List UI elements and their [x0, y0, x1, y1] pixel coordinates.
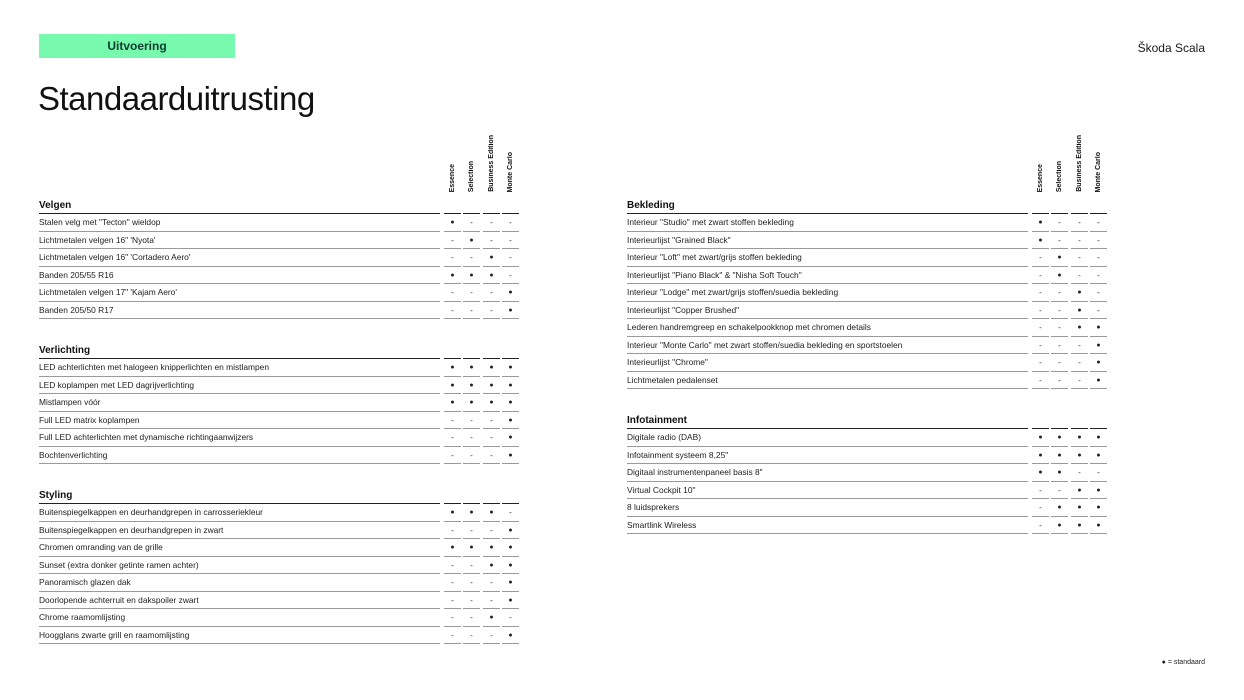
not-available-dash	[462, 627, 481, 644]
standard-dot-icon	[501, 429, 520, 446]
standard-dot-icon	[443, 214, 462, 231]
standard-dot-icon	[501, 359, 520, 376]
table-row	[39, 539, 519, 557]
not-available-dash	[462, 574, 481, 591]
row-label: Digitaal instrumentenpaneel basis 8"	[627, 467, 763, 477]
not-available-dash	[482, 522, 501, 539]
not-available-dash	[443, 592, 462, 609]
not-available-dash	[462, 412, 481, 429]
section-title: Velgen	[39, 200, 72, 211]
standard-dot-icon	[501, 539, 520, 556]
not-available-dash	[1070, 214, 1089, 231]
standard-dot-icon	[482, 359, 501, 376]
table-row	[627, 429, 1107, 447]
not-available-dash	[443, 284, 462, 301]
not-available-dash	[501, 267, 520, 284]
column-header-label: Monte Carlo	[1095, 151, 1102, 192]
spec-section	[39, 337, 519, 464]
not-available-dash	[1031, 319, 1050, 336]
row-label: Chromen omranding van de grille	[39, 542, 163, 552]
column-header-label: Essence	[1037, 163, 1044, 192]
standard-dot-icon	[501, 394, 520, 411]
standard-dot-icon	[443, 504, 462, 521]
standard-dot-icon	[462, 267, 481, 284]
not-available-dash	[443, 609, 462, 626]
standard-dot-icon	[1089, 429, 1108, 446]
not-available-dash	[443, 522, 462, 539]
brand-name: Škoda Scala	[1137, 41, 1205, 55]
standard-dot-icon	[1070, 302, 1089, 319]
row-label: Mistlampen vóór	[39, 397, 101, 407]
left-spec-table	[39, 130, 519, 644]
spec-section	[627, 407, 1107, 534]
table-row	[627, 337, 1107, 355]
table-row	[627, 447, 1107, 465]
row-label: Panoramisch glazen dak	[39, 577, 131, 587]
table-row	[39, 214, 519, 232]
row-rule	[463, 318, 480, 319]
table-row	[39, 574, 519, 592]
table-row	[39, 504, 519, 522]
legend: ● = standaard	[1161, 659, 1205, 666]
row-label: Sunset (extra donker getinte ramen achter)	[39, 559, 199, 570]
row-label: Banden 205/50 R17	[39, 304, 114, 315]
not-available-dash	[1089, 214, 1108, 231]
row-label: Chrome raamomlijsting	[39, 612, 126, 622]
not-available-dash	[482, 592, 501, 609]
column-header-label: Business Edition	[488, 135, 495, 192]
row-label: Smartlink Wireless	[627, 519, 697, 530]
table-row	[627, 284, 1107, 302]
table-row	[627, 372, 1107, 390]
table-row	[39, 557, 519, 575]
not-available-dash	[443, 627, 462, 644]
standard-dot-icon	[1089, 517, 1108, 534]
row-rule	[39, 643, 440, 644]
not-available-dash	[1031, 337, 1050, 354]
row-label: Banden 205/55 R16	[39, 269, 114, 280]
column-header	[1050, 130, 1069, 192]
row-rule	[1051, 533, 1068, 534]
standard-dot-icon	[462, 232, 481, 249]
table-row	[627, 499, 1107, 517]
not-available-dash	[1070, 464, 1089, 481]
not-available-dash	[1031, 249, 1050, 266]
not-available-dash	[1031, 354, 1050, 371]
row-rule	[39, 318, 440, 319]
not-available-dash	[1070, 267, 1089, 284]
row-label: Interieurlijst "Grained Black"	[627, 234, 731, 245]
table-row	[627, 214, 1107, 232]
not-available-dash	[1050, 232, 1069, 249]
table-row	[39, 249, 519, 267]
standard-dot-icon	[1031, 232, 1050, 249]
table-row	[39, 394, 519, 412]
not-available-dash	[1031, 517, 1050, 534]
not-available-dash	[482, 574, 501, 591]
not-available-dash	[1050, 302, 1069, 319]
column-headers	[39, 130, 519, 192]
standard-dot-icon	[1050, 429, 1069, 446]
not-available-dash	[482, 284, 501, 301]
row-label: Interieurlijst "Piano Black" & "Nisha Soft Touch"	[627, 269, 802, 280]
row-label: Interieur "Studio" met zwart stoffen bekleding	[627, 217, 794, 227]
row-rule	[483, 643, 500, 644]
row-rule	[1071, 533, 1088, 534]
standard-dot-icon	[1089, 319, 1108, 336]
standard-dot-icon	[501, 284, 520, 301]
column-header-label: Selection	[1056, 160, 1063, 192]
not-available-dash	[482, 232, 501, 249]
standard-dot-icon	[462, 394, 481, 411]
standard-dot-icon	[482, 557, 501, 574]
standard-dot-icon	[1089, 482, 1108, 499]
not-available-dash	[1089, 232, 1108, 249]
not-available-dash	[462, 447, 481, 464]
not-available-dash	[1089, 267, 1108, 284]
not-available-dash	[1050, 214, 1069, 231]
table-row	[627, 249, 1107, 267]
table-row	[627, 319, 1107, 337]
row-label: Doorlopende achterruit en dakspoiler zwart	[39, 594, 199, 605]
not-available-dash	[1031, 372, 1050, 389]
row-label: 8 luidsprekers	[627, 502, 680, 512]
not-available-dash	[501, 504, 520, 521]
row-label: Interieur "Monte Carlo" met zwart stoffen/suedia bekleding en sportstoelen	[627, 339, 903, 350]
not-available-dash	[443, 429, 462, 446]
not-available-dash	[1050, 482, 1069, 499]
not-available-dash	[1089, 284, 1108, 301]
standard-dot-icon	[1070, 429, 1089, 446]
standard-dot-icon	[1070, 517, 1089, 534]
table-row	[39, 412, 519, 430]
not-available-dash	[1050, 337, 1069, 354]
standard-dot-icon	[1031, 214, 1050, 231]
standard-dot-icon	[501, 574, 520, 591]
table-row	[39, 232, 519, 250]
standard-dot-icon	[501, 592, 520, 609]
not-available-dash	[1050, 372, 1069, 389]
not-available-dash	[482, 412, 501, 429]
section-header	[627, 407, 1107, 429]
standard-dot-icon	[443, 539, 462, 556]
standard-dot-icon	[482, 267, 501, 284]
row-label: Lichtmetalen velgen 17" 'Kajam Aero'	[39, 287, 177, 297]
standard-dot-icon	[1050, 499, 1069, 516]
standard-dot-icon	[1031, 464, 1050, 481]
not-available-dash	[443, 447, 462, 464]
table-row	[627, 482, 1107, 500]
standard-dot-icon	[462, 539, 481, 556]
not-available-dash	[482, 447, 501, 464]
row-rule	[483, 318, 500, 319]
standard-dot-icon	[462, 377, 481, 394]
table-row	[39, 302, 519, 320]
standard-dot-icon	[1050, 517, 1069, 534]
not-available-dash	[1089, 249, 1108, 266]
row-label: Interieur "Lodge" met zwart/grijs stoffen/suedia bekleding	[627, 287, 839, 297]
row-label: Lichtmetalen velgen 16" 'Nyota'	[39, 234, 156, 245]
row-rule	[627, 388, 1028, 389]
not-available-dash	[1070, 372, 1089, 389]
section-title: Bekleding	[627, 200, 675, 211]
standard-dot-icon	[482, 394, 501, 411]
standard-dot-icon	[1070, 499, 1089, 516]
standard-dot-icon	[1050, 464, 1069, 481]
standard-dot-icon	[501, 377, 520, 394]
table-row	[627, 354, 1107, 372]
standard-dot-icon	[501, 302, 520, 319]
not-available-dash	[1089, 464, 1108, 481]
row-rule	[463, 463, 480, 464]
standard-dot-icon	[462, 504, 481, 521]
not-available-dash	[1031, 284, 1050, 301]
row-rule	[1071, 388, 1088, 389]
table-row	[39, 609, 519, 627]
column-header	[443, 130, 462, 192]
standard-dot-icon	[482, 539, 501, 556]
row-rule	[444, 463, 461, 464]
standard-dot-icon	[443, 394, 462, 411]
standard-dot-icon	[482, 504, 501, 521]
row-label: Lichtmetalen velgen 16" 'Cortadero Aero'	[39, 252, 191, 262]
not-available-dash	[1050, 319, 1069, 336]
row-label: Hoogglans zwarte grill en raamomlijsting	[39, 629, 190, 640]
standard-dot-icon	[1089, 337, 1108, 354]
table-row	[39, 267, 519, 285]
row-rule	[1051, 388, 1068, 389]
row-label: Buitenspiegelkappen en deurhandgrepen in carrosseriekleur	[39, 507, 263, 517]
not-available-dash	[443, 232, 462, 249]
column-header	[1031, 130, 1050, 192]
standard-dot-icon	[1070, 482, 1089, 499]
not-available-dash	[462, 592, 481, 609]
not-available-dash	[1070, 232, 1089, 249]
not-available-dash	[1031, 267, 1050, 284]
not-available-dash	[443, 574, 462, 591]
not-available-dash	[462, 302, 481, 319]
not-available-dash	[1050, 354, 1069, 371]
section-badge: Uitvoering	[39, 34, 235, 58]
standard-dot-icon	[501, 627, 520, 644]
row-label: Digitale radio (DAB)	[627, 432, 702, 442]
not-available-dash	[1031, 302, 1050, 319]
row-rule	[502, 463, 519, 464]
row-label: LED koplampen met LED dagrijverlichting	[39, 379, 195, 390]
standard-dot-icon	[443, 377, 462, 394]
row-rule	[1032, 388, 1049, 389]
standard-dot-icon	[482, 377, 501, 394]
row-rule	[483, 463, 500, 464]
not-available-dash	[462, 429, 481, 446]
not-available-dash	[443, 302, 462, 319]
standard-dot-icon	[1089, 447, 1108, 464]
row-rule	[1090, 388, 1107, 389]
row-rule	[444, 318, 461, 319]
row-rule	[502, 643, 519, 644]
column-header	[462, 130, 481, 192]
standard-dot-icon	[501, 412, 520, 429]
not-available-dash	[1031, 482, 1050, 499]
column-header	[1070, 130, 1089, 192]
row-label: Lederen handremgreep en schakelpookknop met chromen details	[627, 322, 871, 332]
table-row	[39, 592, 519, 610]
table-row	[39, 359, 519, 377]
not-available-dash	[462, 284, 481, 301]
spec-section	[39, 192, 519, 319]
section-title: Verlichting	[39, 345, 91, 356]
column-header-label: Selection	[468, 160, 475, 192]
table-row	[39, 429, 519, 447]
not-available-dash	[1050, 284, 1069, 301]
table-row	[627, 232, 1107, 250]
standard-dot-icon	[1070, 319, 1089, 336]
standard-dot-icon	[482, 249, 501, 266]
not-available-dash	[482, 302, 501, 319]
standard-dot-icon	[443, 359, 462, 376]
row-rule	[1090, 533, 1107, 534]
standard-dot-icon	[501, 557, 520, 574]
row-label: Full LED achterlichten met dynamische richtingaanwijzers	[39, 432, 254, 442]
not-available-dash	[443, 249, 462, 266]
column-header-label: Monte Carlo	[507, 151, 514, 192]
row-label: Interieurlijst "Chrome"	[627, 357, 708, 367]
standard-dot-icon	[1070, 447, 1089, 464]
not-available-dash	[501, 609, 520, 626]
standard-dot-icon	[1089, 499, 1108, 516]
column-header	[1089, 130, 1108, 192]
section-header	[39, 337, 519, 359]
table-row	[39, 627, 519, 645]
not-available-dash	[1031, 499, 1050, 516]
row-rule	[502, 318, 519, 319]
not-available-dash	[1070, 354, 1089, 371]
not-available-dash	[501, 249, 520, 266]
row-rule	[627, 533, 1028, 534]
standard-dot-icon	[1050, 447, 1069, 464]
row-label: Stalen velg met "Tecton" wieldop	[39, 217, 161, 227]
spec-section	[39, 482, 519, 644]
standard-dot-icon	[1050, 267, 1069, 284]
not-available-dash	[1070, 337, 1089, 354]
row-rule	[39, 463, 440, 464]
not-available-dash	[1089, 302, 1108, 319]
not-available-dash	[482, 214, 501, 231]
not-available-dash	[501, 232, 520, 249]
row-label: Infotainment systeem 8,25"	[627, 449, 729, 460]
not-available-dash	[501, 214, 520, 231]
not-available-dash	[462, 249, 481, 266]
section-header	[39, 482, 519, 504]
column-header	[501, 130, 520, 192]
row-rule	[463, 643, 480, 644]
standard-dot-icon	[1050, 249, 1069, 266]
not-available-dash	[443, 412, 462, 429]
page-title: Standaarduitrusting	[38, 80, 315, 117]
table-row	[627, 517, 1107, 535]
section-title: Infotainment	[627, 415, 687, 426]
standard-dot-icon	[462, 359, 481, 376]
standard-dot-icon	[1031, 429, 1050, 446]
spec-section	[627, 192, 1107, 389]
row-label: Buitenspiegelkappen en deurhandgrepen in zwart	[39, 524, 224, 535]
table-row	[39, 447, 519, 465]
row-label: Interieurlijst "Copper Brushed"	[627, 304, 740, 315]
row-label: Bochtenverlichting	[39, 449, 108, 460]
column-header-label: Business Edition	[1076, 135, 1083, 192]
right-spec-table	[627, 130, 1107, 534]
section-header	[39, 192, 519, 214]
standard-dot-icon	[443, 267, 462, 284]
standard-dot-icon	[1089, 372, 1108, 389]
row-rule	[444, 643, 461, 644]
column-headers	[627, 130, 1107, 192]
standard-dot-icon	[1089, 354, 1108, 371]
not-available-dash	[462, 557, 481, 574]
standard-dot-icon	[501, 522, 520, 539]
standard-dot-icon	[482, 609, 501, 626]
not-available-dash	[462, 609, 481, 626]
standard-dot-icon	[1031, 447, 1050, 464]
row-label: LED achterlichten met halogeen knipperlichten en mistlampen	[39, 362, 269, 372]
standard-dot-icon	[1070, 284, 1089, 301]
row-rule	[1032, 533, 1049, 534]
not-available-dash	[462, 522, 481, 539]
not-available-dash	[443, 557, 462, 574]
not-available-dash	[482, 627, 501, 644]
not-available-dash	[462, 214, 481, 231]
not-available-dash	[482, 429, 501, 446]
table-row	[39, 522, 519, 540]
table-row	[627, 267, 1107, 285]
table-row	[627, 302, 1107, 320]
not-available-dash	[1070, 249, 1089, 266]
standard-dot-icon	[501, 447, 520, 464]
row-label: Interieur "Loft" met zwart/grijs stoffen bekleding	[627, 252, 802, 262]
table-row	[39, 284, 519, 302]
section-title: Styling	[39, 490, 73, 501]
row-label: Virtual Cockpit 10"	[627, 484, 696, 495]
table-row	[627, 464, 1107, 482]
column-header	[482, 130, 501, 192]
table-row	[39, 377, 519, 395]
column-header-label: Essence	[449, 163, 456, 192]
row-label: Full LED matrix koplampen	[39, 414, 140, 425]
section-header	[627, 192, 1107, 214]
row-label: Lichtmetalen pedalenset	[627, 374, 718, 385]
